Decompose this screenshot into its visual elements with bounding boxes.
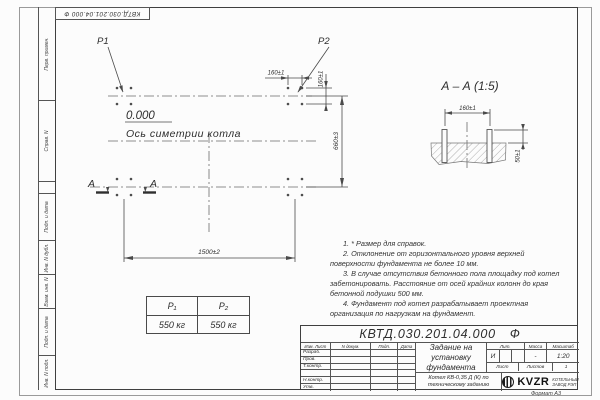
lit-header: Лит. xyxy=(487,343,525,349)
note-2: 2. Отклонение от горизонтального уровня верхней поверхности фундамента не более 10 мм. xyxy=(330,249,525,269)
kvzr-caption xyxy=(552,377,578,388)
section-dim-spacing-label: 160±1 xyxy=(459,106,476,112)
col-data: Дата xyxy=(400,343,413,349)
kvzr-caption-line2: ЗАВОД РЭП xyxy=(552,382,577,387)
kvzr-logo-text: KVZR xyxy=(517,376,550,388)
empty-cell xyxy=(371,384,398,391)
col-izm-list: Изм. Лист xyxy=(301,343,331,349)
row-prov: Пров. xyxy=(301,357,331,363)
sheets-value: 1 xyxy=(564,364,568,370)
mass-header: Масса xyxy=(525,343,548,349)
title-block xyxy=(300,325,578,390)
scale-header: Масштаб xyxy=(552,343,574,349)
empty-cell xyxy=(398,370,415,376)
dim-height-label: 660±3 xyxy=(333,131,340,151)
load-table-header-row xyxy=(147,297,249,316)
col-n-dokum: N докум. xyxy=(331,343,372,349)
empty-cell xyxy=(398,357,415,363)
load-table-value-row xyxy=(147,316,249,335)
symmetry-axis-label: Ось симетрии котла xyxy=(126,128,242,140)
dim-width-label: 1500±2 xyxy=(198,249,220,256)
col-podp: Подп. xyxy=(371,343,398,349)
section-dim-protrusion-label: 50±1 xyxy=(515,149,522,163)
empty-cell xyxy=(371,377,398,383)
dim-bolt-horizontal-label: 160±1 xyxy=(267,70,285,77)
dim-bolt-vertical-label: 160±1 xyxy=(318,70,325,88)
empty-cell xyxy=(331,357,372,363)
row-n-kontr: Н.контр. xyxy=(301,377,331,383)
technical-notes xyxy=(330,239,566,320)
boiler-model-subtitle: Котел КВ-0,35 Д (К) по техническому заданию xyxy=(416,372,501,391)
lit-cell-3 xyxy=(512,350,525,362)
empty-cell xyxy=(398,350,415,356)
sheets-label: Листов xyxy=(519,363,554,371)
lit-cell-2 xyxy=(500,350,512,362)
strip-label: Инв. N подл. xyxy=(44,358,50,388)
title-block-right-section xyxy=(486,343,579,372)
strip-label: Перв. примен. xyxy=(44,36,50,71)
note-1: 1. * Размер для справок. xyxy=(343,239,427,248)
row-t-kontr: Т.контр. xyxy=(301,364,331,370)
anchor-bolt-points xyxy=(116,87,304,197)
p1-label: P1 xyxy=(97,36,109,47)
empty-cell xyxy=(331,384,372,391)
manufacturer-logo-cell xyxy=(501,372,579,391)
document-title: Задание на установку фундамента xyxy=(426,342,476,372)
load-table-header-p2: P₂ xyxy=(198,297,249,316)
format-label: Формат А3 xyxy=(530,390,562,397)
kvzr-caption-line1: КОТЕЛЬНЫЙ xyxy=(552,376,579,382)
empty-cell xyxy=(331,364,372,370)
anchor-bolt-left xyxy=(442,130,447,163)
scale-value: 1:20 xyxy=(556,352,570,360)
empty-cell xyxy=(331,350,372,356)
row-razrab: Разраб. xyxy=(301,350,331,356)
load-table-value-p1: 550 кг xyxy=(147,316,198,335)
load-table-header-p1: P₁ xyxy=(147,297,198,316)
section-letter-left: А xyxy=(88,178,96,190)
title-block-signature-table xyxy=(301,343,416,391)
empty-cell xyxy=(331,370,372,376)
empty-cell xyxy=(398,364,415,370)
empty-cell xyxy=(371,350,398,356)
load-table-value-p2: 550 кг xyxy=(210,319,237,330)
sheet-label: Лист xyxy=(487,363,519,371)
rotated-designation-text: КВТД.030.201.04.000 Ф xyxy=(64,10,141,17)
load-table xyxy=(146,296,250,334)
title-block-designation xyxy=(301,326,579,343)
note-4: 4. Фундамент под котел разрабатывает проектная организация по нагрузкам на фундамент. xyxy=(330,299,529,319)
section-view-title: А – А (1:5) xyxy=(441,79,499,93)
empty-cell xyxy=(331,377,372,383)
anchor-bolt-right xyxy=(487,130,492,163)
empty-cell xyxy=(398,384,415,391)
row-empty xyxy=(301,370,331,376)
section-letter-right: А xyxy=(150,178,158,190)
empty-cell xyxy=(398,377,415,383)
strip-label: Инв. N дубл. xyxy=(44,243,50,272)
strip-label: Подп. и дата xyxy=(44,201,50,233)
mass-value: - xyxy=(525,350,548,362)
empty-cell xyxy=(371,370,398,376)
empty-cell xyxy=(371,364,398,370)
designation-suffix: Ф xyxy=(509,327,521,341)
strip-label: Подп. и дата xyxy=(44,316,50,348)
level-mark: 0.000 xyxy=(126,110,155,122)
strip-label: Справ. N xyxy=(44,130,50,152)
designation-number: КВТД.030.201.04.000 xyxy=(359,327,496,341)
strip-label: Взам. инв. N xyxy=(44,276,50,307)
p2-label: P2 xyxy=(318,36,330,47)
lit-value: И xyxy=(487,350,500,362)
row-utv: Утв. xyxy=(301,384,331,391)
note-3: 3. В случае отсутствия бетонного пола площадку под котел забетонировать. Расстояние от осей крайних колонн до края бетонной подушки 500 мм. xyxy=(330,269,560,299)
kvzr-emblem-icon xyxy=(502,376,514,388)
empty-cell xyxy=(371,357,398,363)
